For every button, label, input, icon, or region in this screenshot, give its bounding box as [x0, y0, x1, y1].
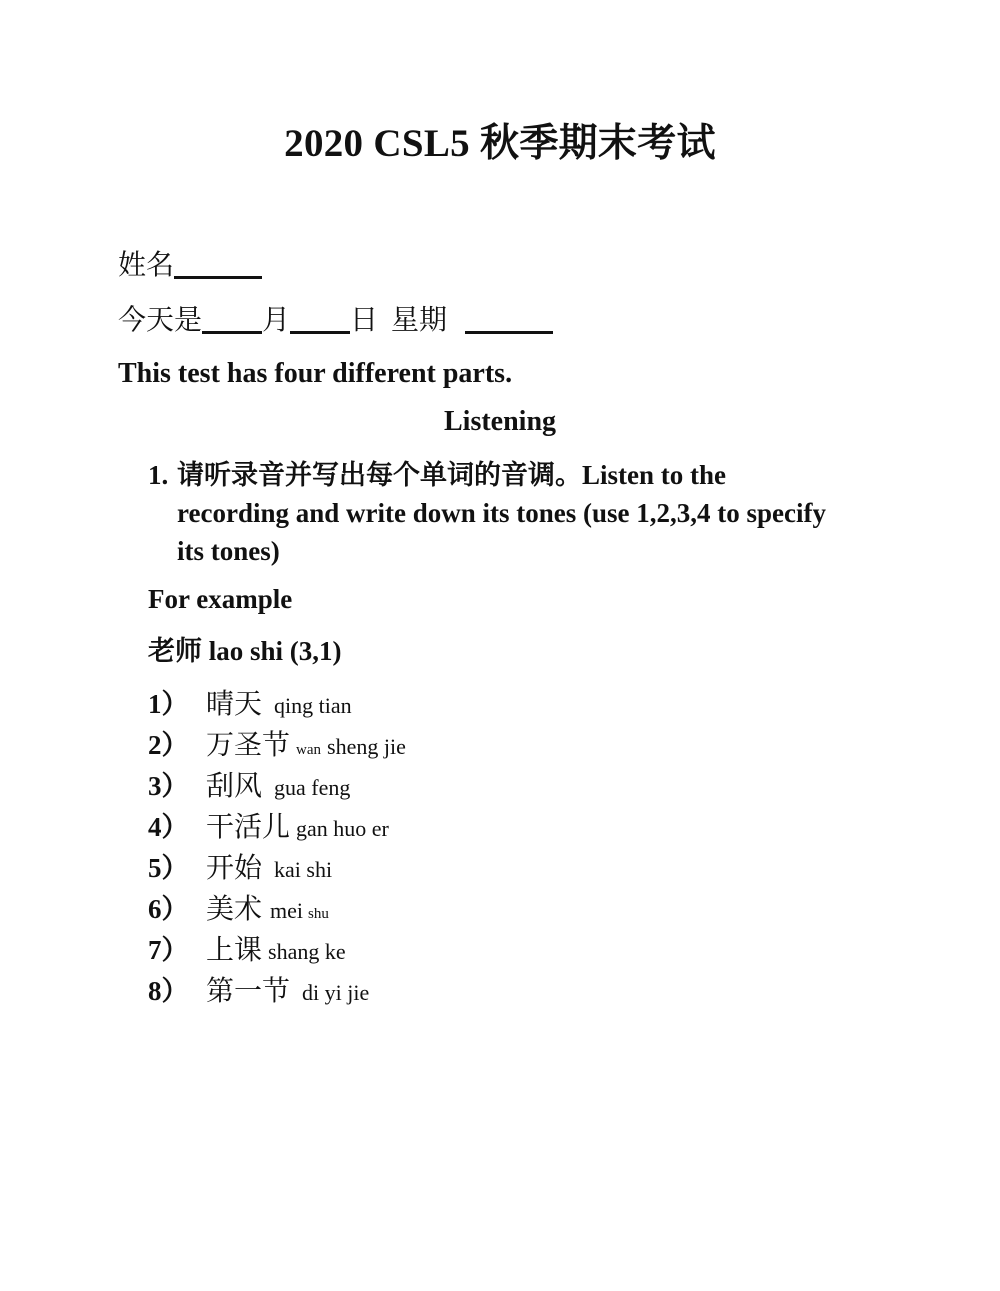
item-chinese: 万圣节 [206, 730, 291, 761]
item-pinyin: shang ke [268, 939, 346, 964]
item-number: 5） [148, 853, 189, 883]
item-chinese: 美术 [206, 894, 263, 925]
list-item [148, 973, 748, 1014]
item-chinese: 晴天 [206, 689, 263, 720]
name-label: 姓名 [118, 250, 175, 281]
item-pinyin: qing tian [274, 693, 352, 718]
section-heading: Listening [443, 406, 557, 437]
weekday-blank[interactable] [465, 303, 553, 334]
item-number: 3） [148, 771, 189, 801]
page-title: 2020 CSL5 秋季期末考试 [284, 122, 716, 165]
day-label: 日 [350, 305, 379, 336]
name-blank[interactable] [174, 248, 262, 279]
list-item [148, 809, 748, 850]
list-item [148, 891, 748, 932]
item-number: 6） [148, 894, 189, 924]
example-label: For example [148, 584, 293, 614]
item-pinyin: sheng jie [327, 734, 406, 759]
item-pinyin-small: wan [296, 742, 322, 758]
item-chinese: 开始 [206, 853, 263, 884]
list-item [148, 932, 748, 973]
item-number: 8） [148, 976, 189, 1006]
date-line [118, 303, 553, 339]
intro-text: This test has four different parts. [118, 358, 513, 389]
list-item [148, 768, 748, 809]
month-blank[interactable] [202, 303, 262, 334]
list-item [148, 686, 748, 727]
item-number: 7） [148, 935, 189, 965]
item-pinyin: kai shi [274, 857, 333, 882]
item-number: 4） [148, 812, 189, 842]
month-label: 月 [262, 305, 291, 336]
list-item [148, 727, 748, 768]
item-pinyin: mei [270, 898, 304, 923]
item-chinese: 刮风 [206, 771, 263, 802]
item-pinyin: gan huo er [296, 816, 389, 841]
item-chinese: 上课 [206, 935, 263, 966]
weekday-label: 星期 [391, 305, 448, 336]
question-number: 1. [148, 460, 169, 490]
item-number: 1） [148, 689, 189, 719]
item-chinese: 第一节 [206, 976, 291, 1007]
item-pinyin: di yi jie [302, 980, 370, 1005]
name-line [118, 248, 262, 284]
day-blank[interactable] [290, 303, 350, 334]
word-list [148, 686, 748, 1014]
list-item [148, 850, 748, 891]
item-number: 2） [148, 730, 189, 760]
question-1 [148, 456, 838, 570]
item-chinese: 干活儿 [206, 812, 291, 843]
item-pinyin-small: shu [308, 906, 329, 922]
item-pinyin: gua feng [274, 775, 351, 800]
date-prefix: 今天是 [118, 305, 203, 336]
question-text: 请听录音并写出每个单词的音调。Listen to the recording and write down its tones (use 1,2,3,4 to specify its tones) [177, 460, 826, 566]
example-text: 老师 lao shi (3,1) [148, 636, 342, 666]
